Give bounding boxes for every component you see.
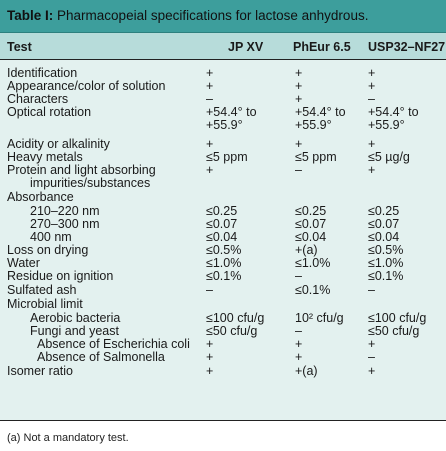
cell-test: Absorbance	[7, 190, 74, 204]
cell-test: Heavy metals	[7, 150, 83, 164]
cell-usp: ≤50 cfu/g	[368, 324, 420, 338]
cell-usp: +	[368, 137, 376, 151]
cell-pheur: ≤1.0%	[295, 256, 331, 270]
cell-test: 270–300 nm	[30, 217, 100, 231]
cell-pheur: +55.9°	[295, 118, 332, 132]
cell-pheur: +(a)	[295, 243, 318, 257]
cell-test: Identification	[7, 66, 78, 80]
cell-test: Isomer ratio	[7, 364, 73, 378]
cell-jp: +	[206, 66, 214, 80]
cell-jp: ≤50 cfu/g	[206, 324, 258, 338]
cell-usp: +	[368, 79, 376, 93]
cell-pheur: ≤0.07	[295, 217, 327, 231]
cell-usp: ≤5 µg/g	[368, 150, 410, 164]
cell-usp: ≤1.0%	[368, 256, 404, 270]
cell-test: Residue on ignition	[7, 269, 114, 283]
cell-test: Water	[7, 256, 40, 270]
cell-test: 210–220 nm	[30, 204, 100, 218]
cell-usp: +	[368, 364, 376, 378]
cell-jp: +	[206, 163, 214, 177]
cell-pheur: +	[295, 66, 303, 80]
cell-jp: +	[206, 79, 214, 93]
cell-test: Sulfated ash	[7, 283, 77, 297]
cell-test: Microbial limit	[7, 297, 83, 311]
cell-jp: +	[206, 337, 214, 351]
table-body	[0, 60, 446, 421]
cell-test: Optical rotation	[7, 105, 92, 119]
header-pheur: PhEur 6.5	[293, 40, 351, 54]
cell-pheur: ≤0.25	[295, 204, 327, 218]
cell-usp: +	[368, 337, 376, 351]
header-test: Test	[7, 40, 32, 54]
cell-usp: –	[368, 350, 375, 364]
cell-pheur: –	[295, 269, 302, 283]
cell-jp: +54.4° to	[206, 105, 257, 119]
cell-pheur: +	[295, 79, 303, 93]
cell-usp: +	[368, 66, 376, 80]
cell-jp: +	[206, 137, 214, 151]
cell-jp: ≤0.5%	[206, 243, 242, 257]
cell-test: Characters	[7, 92, 69, 106]
cell-pheur: –	[295, 324, 302, 338]
cell-test: Fungi and yeast	[30, 324, 119, 338]
cell-test: 400 nm	[30, 230, 72, 244]
cell-jp: ≤0.04	[206, 230, 238, 244]
cell-pheur: +	[295, 350, 303, 364]
cell-test: Aerobic bacteria	[30, 311, 121, 325]
cell-pheur: ≤5 ppm	[295, 150, 337, 164]
cell-usp: ≤0.25	[368, 204, 400, 218]
cell-pheur: +	[295, 92, 303, 106]
cell-pheur: +54.4° to	[295, 105, 346, 119]
table-footnote: (a) Not a mandatory test.	[7, 432, 129, 444]
cell-jp: +	[206, 350, 214, 364]
cell-usp: –	[368, 92, 375, 106]
cell-usp: ≤0.5%	[368, 243, 404, 257]
cell-test: Acidity or alkalinity	[7, 137, 110, 151]
cell-test: Absence of Escherichia coli	[37, 337, 190, 351]
cell-test: Protein and light absorbing	[7, 163, 156, 177]
cell-usp: –	[368, 283, 375, 297]
cell-jp: ≤0.07	[206, 217, 238, 231]
cell-pheur: –	[295, 163, 302, 177]
cell-test: impurities/substances	[30, 176, 151, 190]
cell-test: Loss on drying	[7, 243, 89, 257]
cell-test: Absence of Salmonella	[37, 350, 165, 364]
cell-jp: ≤5 ppm	[206, 150, 248, 164]
header-jp: JP XV	[228, 40, 264, 54]
table-caption: Pharmacopeial specifications for lactose anhydrous.	[57, 8, 369, 23]
cell-jp: +55.9°	[206, 118, 243, 132]
cell-pheur: ≤0.04	[295, 230, 327, 244]
table-header	[0, 33, 446, 60]
header-usp: USP32–NF27	[368, 40, 446, 54]
cell-jp: –	[206, 92, 213, 106]
table-label: Table I:	[7, 8, 54, 23]
table-title	[0, 0, 446, 33]
cell-usp: ≤100 cfu/g	[368, 311, 427, 325]
cell-jp: ≤100 cfu/g	[206, 311, 265, 325]
cell-usp: +54.4° to	[368, 105, 419, 119]
cell-jp: ≤0.1%	[206, 269, 242, 283]
cell-pheur: 10² cfu/g	[295, 311, 344, 325]
cell-pheur: +(a)	[295, 364, 318, 378]
cell-jp: –	[206, 283, 213, 297]
cell-usp: +55.9°	[368, 118, 405, 132]
cell-usp: ≤0.07	[368, 217, 400, 231]
cell-usp: +	[368, 163, 376, 177]
cell-pheur: +	[295, 337, 303, 351]
cell-jp: +	[206, 364, 214, 378]
cell-usp: ≤0.1%	[368, 269, 404, 283]
cell-jp: ≤0.25	[206, 204, 238, 218]
cell-usp: ≤0.04	[368, 230, 400, 244]
cell-test: Appearance/color of solution	[7, 79, 166, 93]
cell-jp: ≤1.0%	[206, 256, 242, 270]
cell-pheur: +	[295, 137, 303, 151]
cell-pheur: ≤0.1%	[295, 283, 331, 297]
